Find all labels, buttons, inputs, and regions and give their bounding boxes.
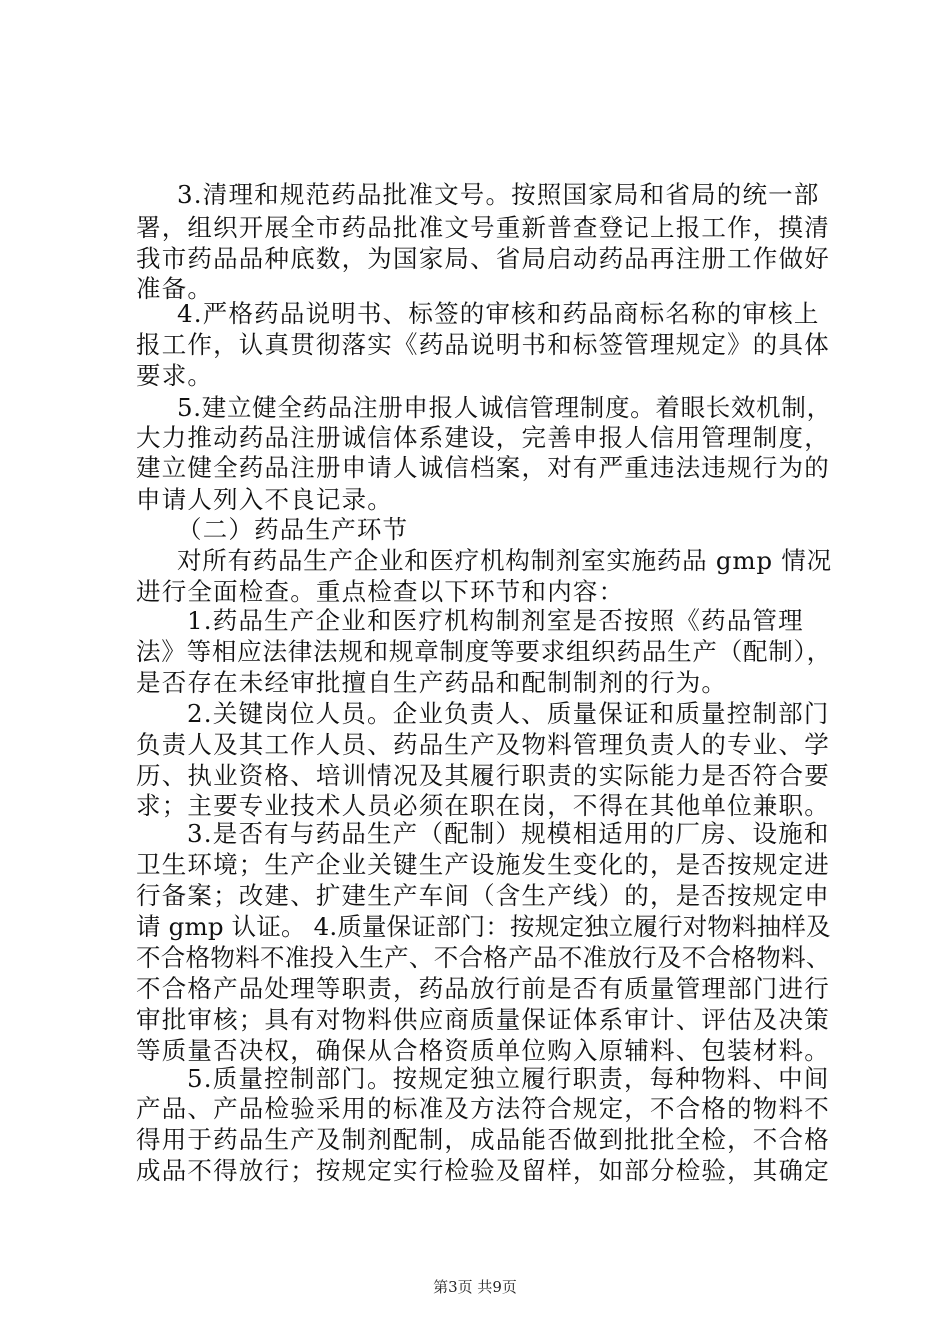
text-line: 进行全面检查。重点检查以下环节和内容： (136, 577, 625, 606)
text-line: 我市药品品种底数，为国家局、省局启动药品再注册工作做好 (136, 244, 830, 273)
text-line: 成品不得放行；按规定实行检验及留样，如部分检验，其确定 (136, 1156, 830, 1185)
text-line: 2.关键岗位人员。企业负责人、质量保证和质量控制部门 (187, 699, 830, 728)
text-line: 法》等相应法律法规和规章制度等要求组织药品生产（配制）， (136, 637, 832, 666)
text-line: 对所有药品生产企业和医疗机构制剂室实施药品 gmp 情况 (177, 546, 832, 575)
text-line: 求；主要专业技术人员必须在职在岗，不得在其他单位兼职。 (136, 791, 830, 820)
text-line: 历、执业资格、培训情况及其履行职责的实际能力是否符合要 (136, 761, 830, 790)
text-line: 负责人及其工作人员、药品生产及物料管理负责人的专业、学 (136, 730, 830, 759)
page-number-footer: 第3页 共9页 (433, 1278, 517, 1296)
text-line: 署，组织开展全市药品批准文号重新普查登记上报工作，摸清 (136, 213, 830, 242)
text-line: 请 gmp 认证。 4.质量保证部门：按规定独立履行对物料抽样及 (136, 912, 831, 941)
text-line: 要求。 (136, 361, 214, 390)
text-line: 报工作，认真贯彻落实《药品说明书和标签管理规定》的具体 (136, 330, 830, 359)
text-line: 大力推动药品注册诚信体系建设，完善申报人信用管理制度， (136, 423, 830, 452)
text-line: 卫生环境；生产企业关键生产设施发生变化的，是否按规定进 (136, 850, 830, 879)
text-line: 行备案；改建、扩建生产车间（含生产线）的，是否按规定申 (136, 881, 830, 910)
text-line: 建立健全药品注册申请人诚信档案，对有严重违法违规行为的 (136, 453, 830, 482)
text-line: 4.严格药品说明书、标签的审核和药品商标名称的审核上 (177, 299, 820, 328)
text-line: 准备。 (136, 274, 214, 303)
text-line: 等质量否决权，确保从合格资质单位购入原辅料、包装材料。 (136, 1036, 830, 1065)
text-line: 5.质量控制部门。按规定独立履行职责，每种物料、中间 (187, 1064, 830, 1093)
text-line: 5.建立健全药品注册申报人诚信管理制度。着眼长效机制， (177, 393, 832, 422)
section-heading: （二）药品生产环节 (177, 515, 409, 544)
text-line: 3.是否有与药品生产（配制）规模相适用的厂房、设施和 (187, 819, 830, 848)
text-line: 1.药品生产企业和医疗机构制剂室是否按照《药品管理 (187, 606, 804, 635)
text-line: 不合格物料不准投入生产、不合格产品不准放行及不合格物料、 (136, 943, 831, 972)
text-line: 不合格产品处理等职责，药品放行前是否有质量管理部门进行 (136, 974, 830, 1003)
text-line: 是否存在未经审批擅自生产药品和配制制剂的行为。 (136, 668, 728, 697)
text-line: 审批审核；具有对物料供应商质量保证体系审计、评估及决策 (136, 1005, 830, 1034)
text-line: 3.清理和规范药品批准文号。按照国家局和省局的统一部 (177, 180, 820, 209)
text-line: 申请人列入不良记录。 (136, 485, 393, 514)
text-line: 产品、产品检验采用的标准及方法符合规定，不合格的物料不 (136, 1094, 830, 1123)
text-line: 得用于药品生产及制剂配制，成品能否做到批批全检，不合格 (136, 1125, 830, 1154)
